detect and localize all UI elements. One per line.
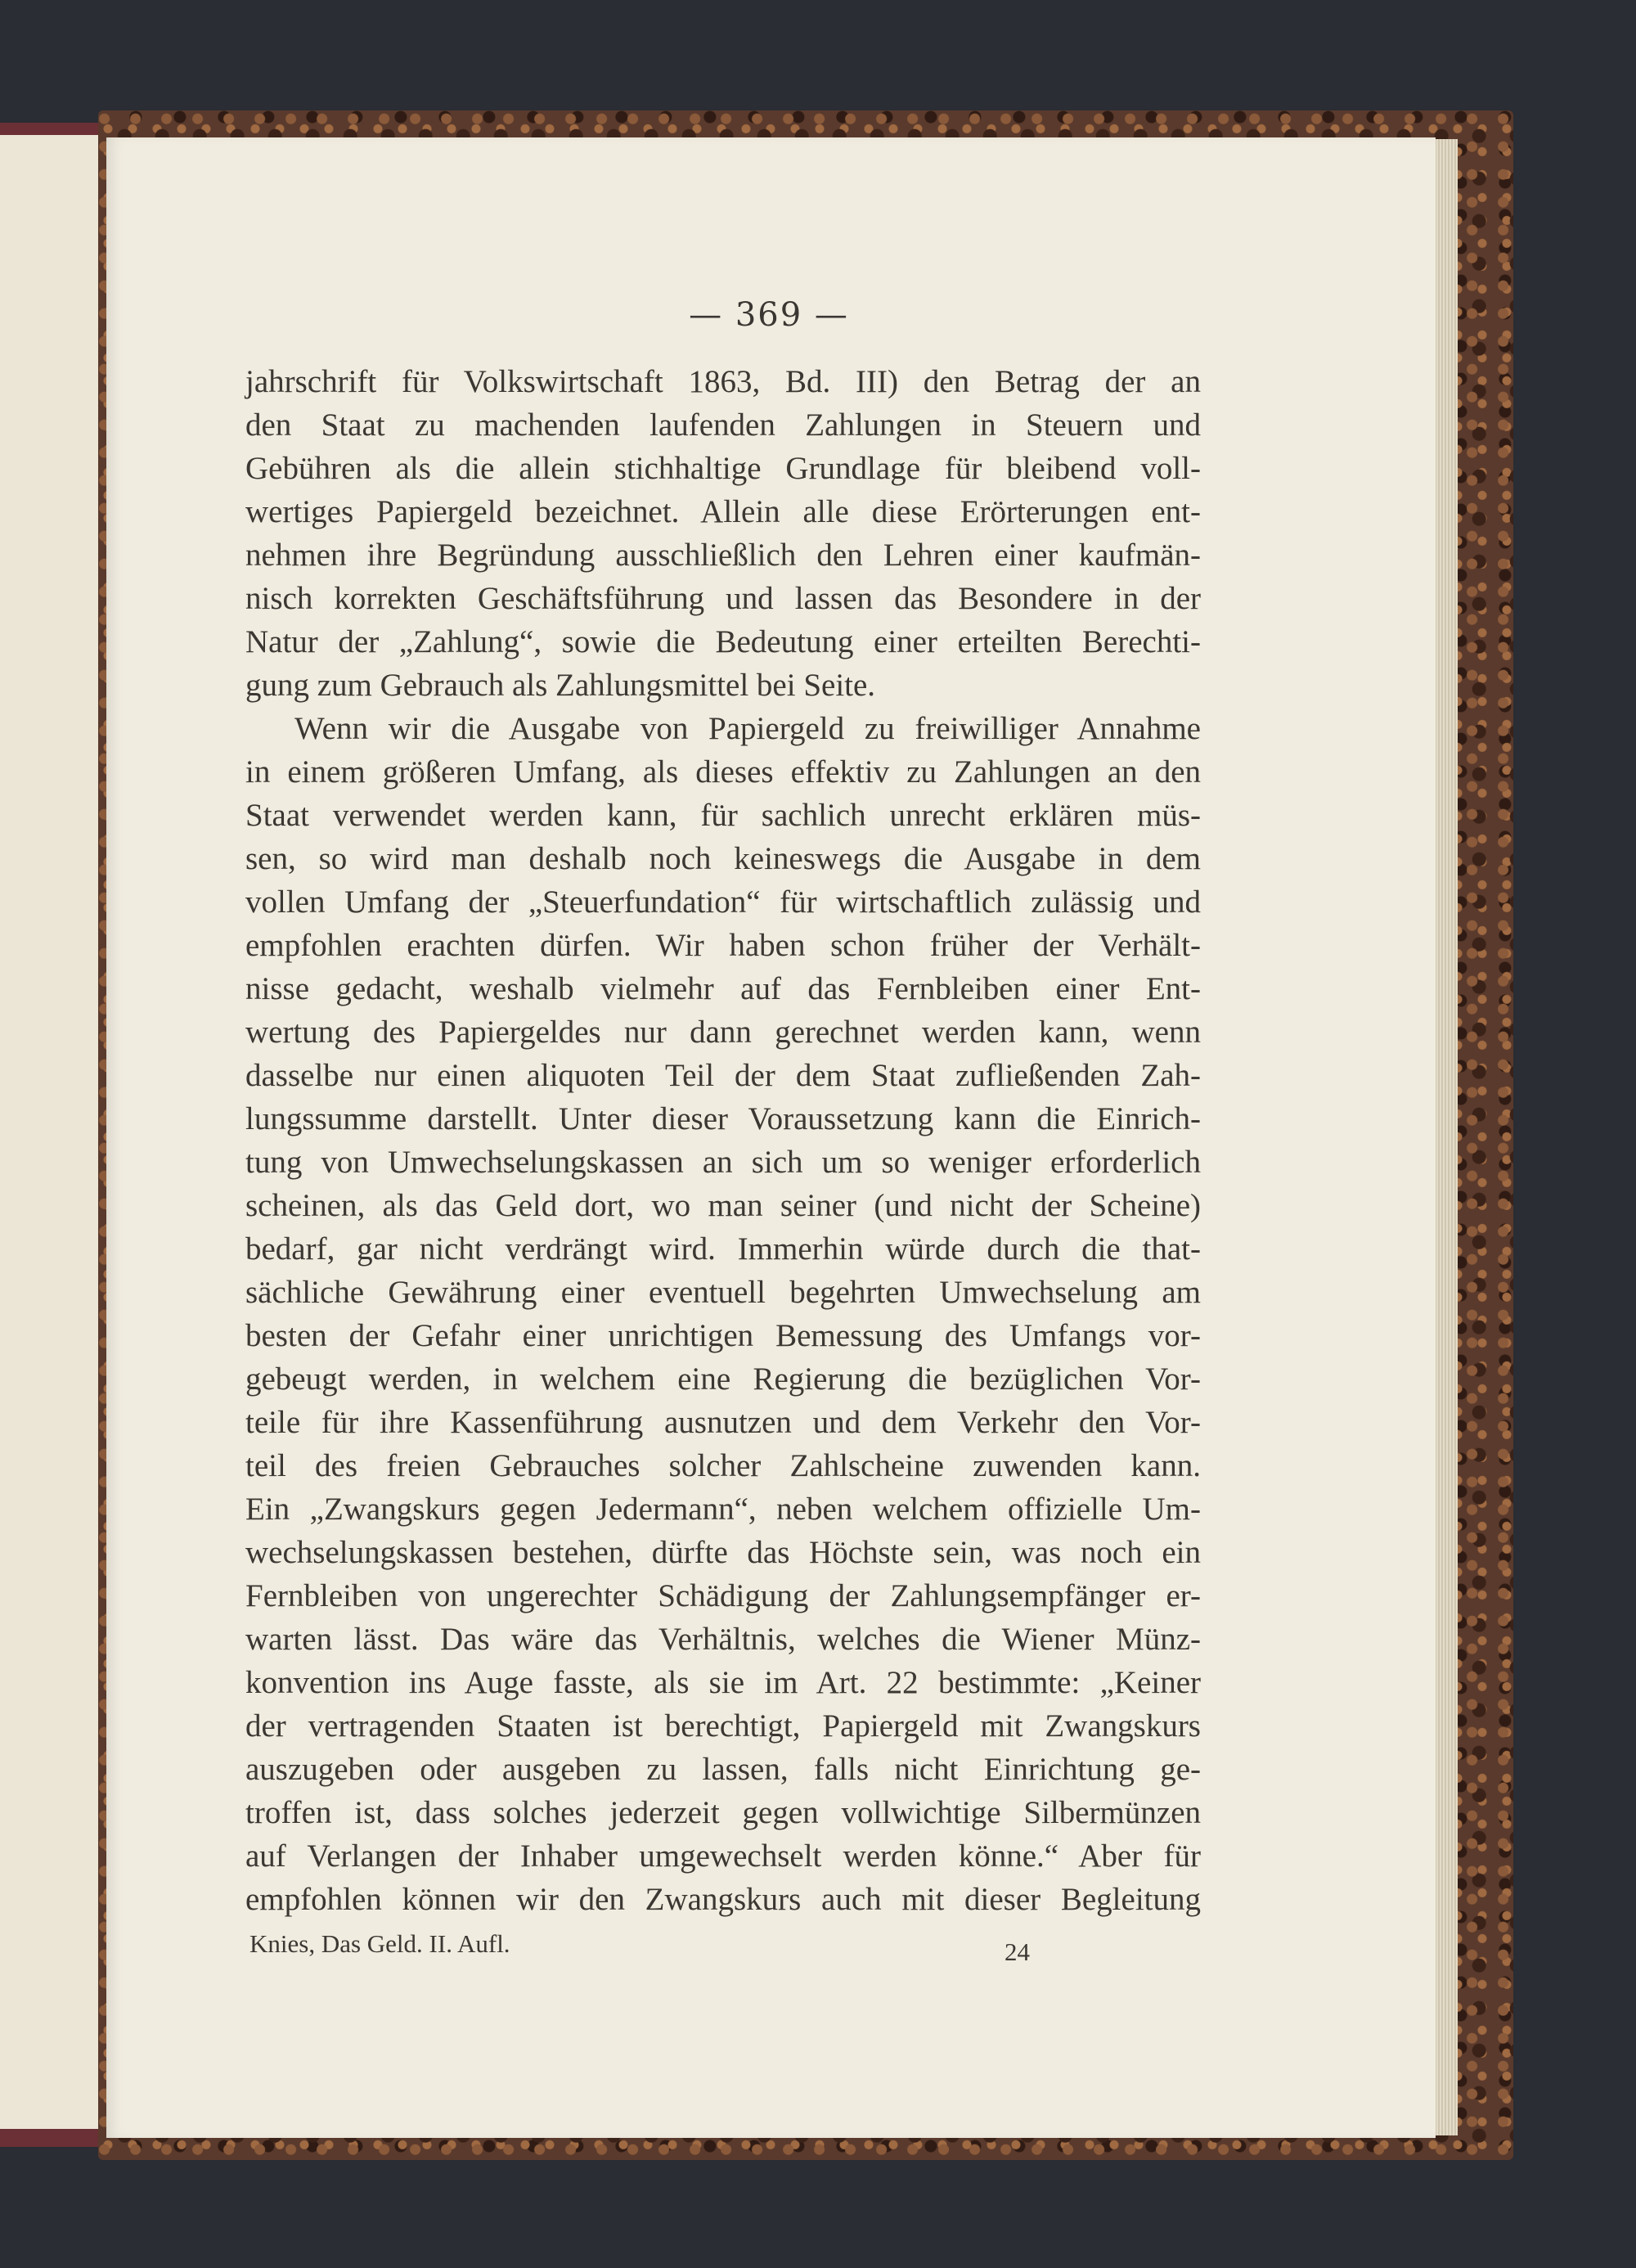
text-line: empfohlen erachten dürfen. Wir haben schon früher der Verhält- bbox=[245, 928, 1201, 963]
page-edges bbox=[1433, 139, 1458, 2135]
text-line: Wenn wir die Ausgabe von Papiergeld zu freiwilliger Annahme bbox=[294, 711, 1201, 746]
left-cover-edge-bottom bbox=[0, 2129, 115, 2147]
text-line: Gebühren als die allein stichhaltige Grundlage für bleibend voll- bbox=[245, 451, 1201, 486]
text-line: den Staat zu machenden laufenden Zahlungen in Steuern und bbox=[245, 407, 1201, 443]
text-line: jahrschrift für Volkswirtschaft 1863, Bd. III) den Betrag der an bbox=[245, 364, 1201, 399]
text-line: troffen ist, dass solches jederzeit gegen vollwichtige Silbermünzen bbox=[245, 1795, 1201, 1830]
text-line: gebeugt werden, in welchem eine Regierung die bezüglichen Vor- bbox=[245, 1361, 1201, 1397]
text-line: auszugeben oder ausgeben zu lassen, falls nicht Einrichtung ge- bbox=[245, 1752, 1201, 1787]
text-line: sen, so wird man deshalb noch keineswegs die Ausgabe in dem bbox=[245, 841, 1201, 876]
text-line: besten der Gefahr einer unrichtigen Bemessung des Umfangs vor- bbox=[245, 1318, 1201, 1353]
text-line: auf Verlangen der Inhaber umgewechselt werden könne.“ Aber für bbox=[245, 1838, 1201, 1874]
left-page bbox=[0, 135, 109, 2135]
page-number: — 369 — bbox=[689, 296, 849, 334]
text-line: nisch korrekten Geschäftsführung und lassen das Besondere in der bbox=[245, 581, 1201, 616]
text-line: lungssumme darstellt. Unter dieser Voraussetzung kann die Einrich- bbox=[245, 1101, 1201, 1136]
text-line: Ein „Zwangskurs gegen Jedermann“, neben welchem offizielle Um- bbox=[245, 1492, 1201, 1527]
text-line: konvention ins Auge fasste, als sie im Art. 22 bestimmte: „Keiner bbox=[245, 1665, 1201, 1700]
text-line: gung zum Gebrauch als Zahlungsmittel bei Seite. bbox=[245, 668, 876, 703]
footer-signature: Knies, Das Geld. II. Aufl. bbox=[249, 1929, 510, 1958]
text-line: in einem größeren Umfang, als dieses effektiv zu Zahlungen an den bbox=[245, 754, 1201, 790]
text-line: teil des freien Gebrauches solcher Zahlscheine zuwenden kann. bbox=[245, 1448, 1201, 1483]
text-line: der vertragenden Staaten ist berechtigt, Papiergeld mit Zwangskurs bbox=[245, 1708, 1201, 1744]
text-line: empfohlen können wir den Zwangskurs auch mit dieser Begleitung bbox=[245, 1882, 1201, 1917]
text-line: warten lässt. Das wäre das Verhältnis, welches die Wiener Münz- bbox=[245, 1622, 1201, 1657]
text-line: tung von Umwechselungskassen an sich um so weniger erforderlich bbox=[245, 1145, 1201, 1180]
text-line: Fernbleiben von ungerechter Schädigung der Zahlungsempfänger er- bbox=[245, 1578, 1201, 1613]
page-header bbox=[0, 296, 1636, 334]
text-line: wertung des Papiergeldes nur dann gerechnet werden kann, wenn bbox=[245, 1015, 1201, 1050]
text-line: Natur der „Zahlung“, sowie die Bedeutung einer erteilten Berechti- bbox=[245, 624, 1201, 659]
text-line: teile für ihre Kassenführung ausnutzen und dem Verkehr den Vor- bbox=[245, 1405, 1201, 1440]
text-line: sächliche Gewährung einer eventuell begehrten Umwechselung am bbox=[245, 1275, 1201, 1310]
body-text bbox=[245, 360, 1201, 1921]
text-line: dasselbe nur einen aliquoten Teil der dem Staat zufließenden Zah- bbox=[245, 1058, 1201, 1093]
text-line: scheinen, als das Geld dort, wo man seiner (und nicht der Scheine) bbox=[245, 1188, 1201, 1223]
text-line: bedarf, gar nicht verdrängt wird. Immerhin würde durch die that- bbox=[245, 1231, 1201, 1267]
text-line: wechselungskassen bestehen, dürfte das Höchste sein, was noch ein bbox=[245, 1535, 1201, 1570]
text-line: vollen Umfang der „Steuerfundation“ für wirtschaftlich zulässig und bbox=[245, 884, 1201, 920]
sheet-signature-number: 24 bbox=[1005, 1937, 1030, 1966]
text-line: nisse gedacht, weshalb vielmehr auf das Fernbleiben einer Ent- bbox=[245, 971, 1201, 1006]
text-line: Staat verwendet werden kann, für sachlich unrecht erklären müs- bbox=[245, 798, 1201, 833]
text-line: nehmen ihre Begründung ausschließlich den Lehren einer kaufmän- bbox=[245, 538, 1201, 573]
text-line: wertiges Papiergeld bezeichnet. Allein alle diese Erörterungen ent- bbox=[245, 494, 1201, 529]
